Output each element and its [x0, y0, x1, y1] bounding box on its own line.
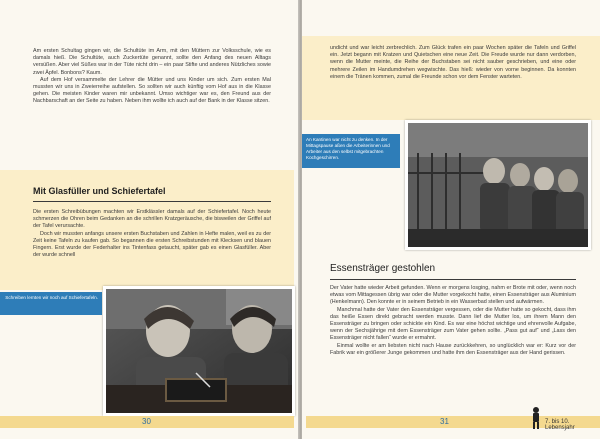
section-paragraph-1: Der Vater hatte wieder Arbeit gefunden. Wenn er morgens losging, nahm er Brote mit oder, wenn noch etwas vom Mittagessen übrig war oder die Mutter vorgekocht hatte, einen Essensträger aus Aluminium (Henkelmann). Den konnte er in seinem Betrieb in ein Wasserbad stellen und aufwärmen.	[330, 285, 576, 306]
continuation-text	[330, 45, 576, 81]
workers-photo	[405, 120, 591, 250]
page-number: 31	[440, 417, 449, 426]
section-text	[330, 285, 576, 357]
intro-paragraph-1: Am ersten Schultag gingen wir, die Schultüte im Arm, mit den Müttern zur Volksschule, wie es damals hieß. Die Schultüte, auch Zuckertüte genannt, sollte den Anfang des neuen Alltags versüßen. Aber viel Süßes war in der Tüte nicht drin – ein paar Stifte und anderes Nützliches sowie zwei Äpfel. Bonbons? Kaum.	[33, 48, 271, 76]
classroom-photo-image	[106, 289, 292, 413]
continuation-paragraph: undicht und war leicht zerbrechlich. Zum Glück trafen ein paar Wochen später die Tafeln und Griffel ein. Jetzt begann mit Kratzen und Quietschen eine neue Zeit. Die Freude wurde nur dann verdorben, wenn die Mutter meinte, die Reihe der Buchstaben sei nicht sauber geschrieben, und eine oder mehrere Zeilen im Handumdrehen wegwischte. Das hieß: wieder von vorne beginnen. Da konnten einem die Tränen kommen, zumal die Freunde schon vor dem Fenster warteten.	[330, 45, 576, 80]
section-heading: Mit Glasfüller und Schiefertafel	[33, 186, 166, 196]
section-text	[33, 209, 271, 259]
section-paragraph-2: Doch wir mussten anfangs unsere ersten Buchstaben und Zahlen in Hefte malen, weil es zu der Zeit keine Tafeln zu kaufen gab. So begannen die ersten Schreibstunden mit Klecksen und blauen Fingern. Erst wurde der Federhalter ins Tintenfass getaucht, später gab es einen Glasfüller. Aber der wurde schnell	[33, 230, 271, 259]
section-paragraph-1: Die ersten Schreibübungen machten wir Erstklässler damals auf der Schiefertafel. Noch heute schmerzen die Ohren beim Gedanken an die schrillen Kratzgeräusche, die bisweilen der Griffel auf der Tafel verursachte.	[33, 209, 271, 230]
section-paragraph-2: Manchmal hatte der Vater den Essensträger vergessen, oder die Mutter hatte so gekocht, dass ihm das heiße Essen direkt gebracht werden musste. Dann lief die Mutter los, um ihrem Mann den Essensträger zu bringen oder schickte ein Kind. Es war eine höchst wichtige und ehrenvolle Aufgabe, wenn der Sechsjährige mit dem Essensträger zum Vater gehen sollte. „Pass gut auf“ und „Lass den Essensträger nicht fallen“ wurde er ermahnt.	[330, 306, 576, 342]
right-page	[302, 0, 600, 439]
section-paragraph-3: Einmal wollte er am liebsten nicht nach Hause zurückkehren, so unglücklich war er: Kurz vor der Fabrik war ein größerer Junge gekommen und hatte ihm den Essensträger aus der Hand gerissen.	[330, 342, 576, 356]
intro-text	[33, 48, 271, 106]
workers-photo-image	[408, 123, 588, 247]
left-page	[0, 0, 298, 439]
photo-caption: An Kantinen war nicht zu denken. In der Mittagspause aßen die Arbeiterinnen und Arbeiter aus den selbst mitgebrachten Kochgeschirren.	[302, 134, 400, 168]
page-number: 30	[142, 417, 151, 426]
intro-paragraph-2: Auf dem Hof versammelte der Lehrer die Mütter und uns Kinder um sich. Zum ersten Mal mussten wir uns in Zweierreihe aufstellen. So sollten wir auch künftig vom Hof aus in die Klasse gehen. Die meisten Kinder waren mir unbekannt. Umso wichtiger war es, den Freund aus der Nachbarschaft an der Seite zu haben. Neben ihm wollte ich auch auf der Bank in der Klasse sitzen.	[33, 76, 271, 105]
chapter-label: 7. bis 10. Lebensjahr	[545, 419, 575, 431]
heading-rule	[33, 201, 271, 202]
photo-caption: Schreiben lernten wir noch auf Schiefertafeln.	[0, 292, 102, 315]
section-heading: Essensträger gestohlen	[330, 263, 436, 274]
boy-figure-icon	[530, 406, 542, 430]
heading-rule	[330, 279, 576, 280]
classroom-photo	[103, 286, 295, 416]
